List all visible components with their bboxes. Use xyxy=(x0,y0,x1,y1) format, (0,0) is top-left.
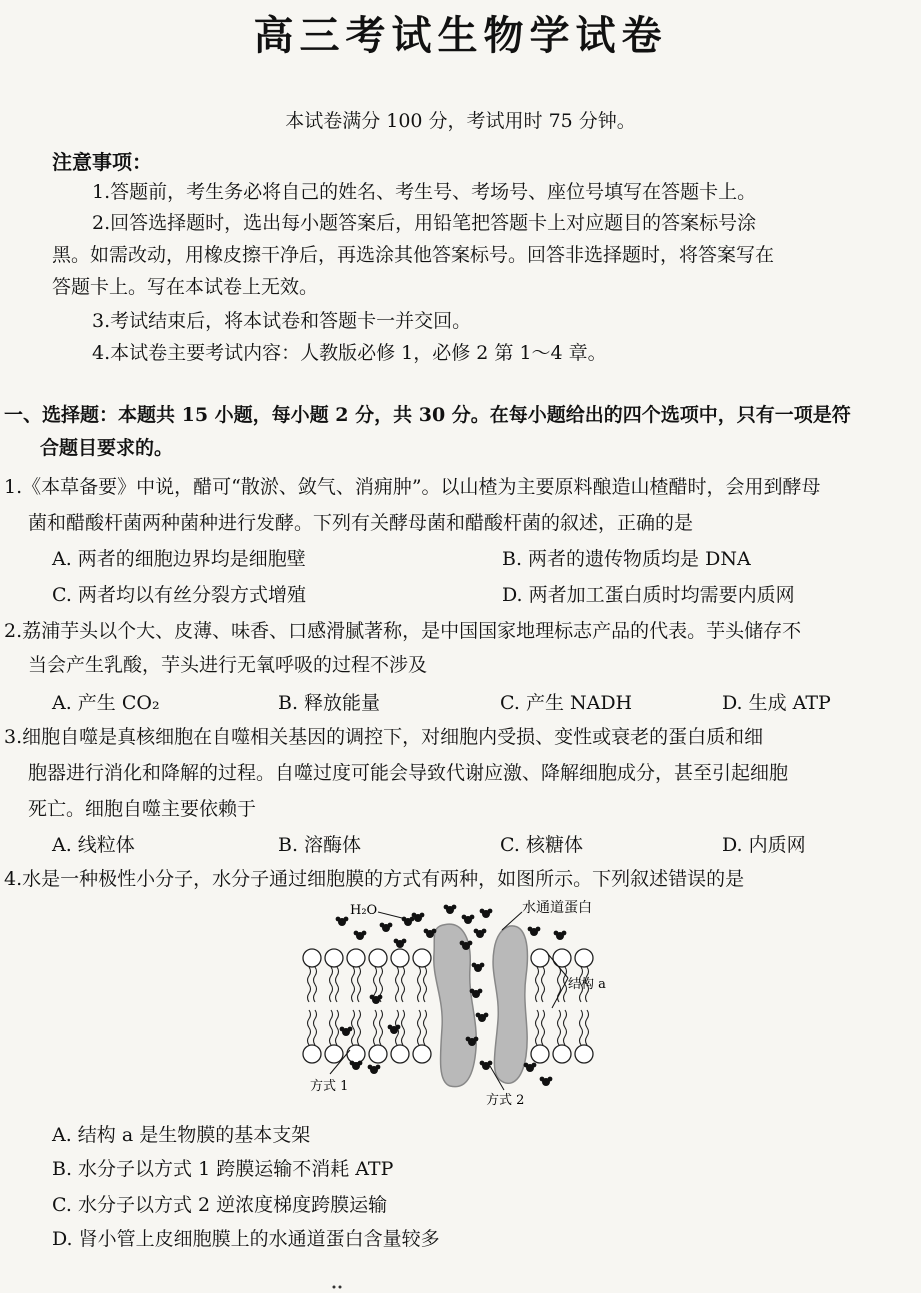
q4-option-b: B. 水分子以方式 1 跨膜运输不消耗 ATP xyxy=(52,1158,394,1180)
phospholipid-head xyxy=(325,1045,343,1063)
phospholipid-head xyxy=(369,949,387,967)
q3-option-b: B. 溶酶体 xyxy=(278,834,362,856)
phospholipid-head xyxy=(391,949,409,967)
water-molecule xyxy=(368,1065,381,1074)
section-heading-line2: 合题目要求的。 xyxy=(40,437,174,459)
section-heading-line1: 一、选择题：本题共 15 小题，每小题 2 分，共 30 分。在每小题给出的四个选项中，只有一项是符 xyxy=(4,404,851,426)
h2o-pointer xyxy=(378,912,410,920)
q2-option-c: C. 产生 NADH xyxy=(500,692,633,714)
phospholipid-head xyxy=(303,949,321,967)
channel-protein-label: 水通道蛋白 xyxy=(522,900,592,916)
phospholipid-head xyxy=(553,949,571,967)
q3-option-c: C. 核糖体 xyxy=(500,834,583,856)
q3-stem-line3: 死亡。细胞自噬主要依赖于 xyxy=(28,798,257,820)
phospholipid-head xyxy=(325,949,343,967)
q2-option-d: D. 生成 ATP xyxy=(722,692,831,714)
phospholipid-head xyxy=(553,1045,571,1063)
page-title: 高三考试生物学试卷 xyxy=(253,13,668,59)
note-3: 3.考试结束后，将本试卷和答题卡一并交回。 xyxy=(92,310,472,332)
q2-option-b: B. 释放能量 xyxy=(278,692,381,714)
water-molecule xyxy=(524,1063,537,1072)
water-molecule xyxy=(472,963,485,972)
q1-option-c: C. 两者均以有丝分裂方式增殖 xyxy=(52,584,306,606)
water-molecule xyxy=(480,1061,493,1070)
phospholipid-head xyxy=(413,1045,431,1063)
note-2-line1: 2.回答选择题时，选出每小题答案后，用铅笔把答题卡上对应题目的答案标号涂 xyxy=(92,212,757,234)
phospholipid-head xyxy=(369,1045,387,1063)
water-molecule xyxy=(354,931,367,940)
water-molecule xyxy=(554,931,567,940)
water-molecule xyxy=(474,929,487,938)
q1-stem-line1: 1.《本草备要》中说，醋可“散淤、敛气、消痈肿”。以山楂为主要原料酿造山楂醋时，会用到酵母 xyxy=(4,476,821,498)
h2o-label: H₂O xyxy=(350,903,378,918)
water-molecule xyxy=(462,915,475,924)
phospholipid-head xyxy=(531,1045,549,1063)
mode2-label: 方式 2 xyxy=(486,1093,525,1108)
note-4: 4.本试卷主要考试内容：人教版必修 1，必修 2 第 1～4 章。 xyxy=(92,342,607,364)
exam-subtitle: 本试卷满分 100 分，考试用时 75 分钟。 xyxy=(285,110,636,132)
q3-option-a: A. 线粒体 xyxy=(52,834,135,856)
phospholipid-head xyxy=(413,949,431,967)
notes-heading: 注意事项： xyxy=(52,150,152,174)
structure-a-label: 结构 a xyxy=(568,977,606,992)
q2-option-a: A. 产生 CO₂ xyxy=(52,692,160,714)
water-molecule xyxy=(370,995,383,1004)
note-1: 1.答题前，考生务必将自己的姓名、考生号、考场号、座位号填写在答题卡上。 xyxy=(92,181,757,203)
q3-stem-line2: 胞器进行消化和降解的过程。自噬过度可能会导致代谢应激、降解细胞成分，甚至引起细胞 xyxy=(28,762,789,784)
water-molecule xyxy=(480,909,493,918)
q1-option-a: A. 两者的细胞边界均是细胞壁 xyxy=(52,548,306,570)
water-molecule xyxy=(540,1077,553,1086)
water-molecule xyxy=(444,905,457,914)
note-2-line3: 答题卡上。写在本试卷上无效。 xyxy=(52,276,319,298)
note-2-line2: 黑。如需改动，用橡皮擦干净后，再选涂其他答案标号。回答非选择题时，将答案写在 xyxy=(52,244,775,266)
phospholipid-head xyxy=(575,1045,593,1063)
q3-option-d: D. 内质网 xyxy=(722,834,806,856)
water-molecule xyxy=(380,923,393,932)
q4-option-c: C. 水分子以方式 2 逆浓度梯度跨膜运输 xyxy=(52,1194,388,1216)
q1-stem-line2: 菌和醋酸杆菌两种菌种进行发酵。下列有关酵母菌和醋酸杆菌的叙述，正确的是 xyxy=(28,512,694,534)
q1-option-b: B. 两者的遗传物质均是 DNA xyxy=(502,548,751,570)
phospholipid-head xyxy=(303,1045,321,1063)
phospholipid-head xyxy=(531,949,549,967)
water-molecule xyxy=(528,927,541,936)
aquaporin-right-half xyxy=(493,926,527,1083)
q4-option-a: A. 结构 a 是生物膜的基本支架 xyxy=(52,1124,311,1146)
q1-option-d: D. 两者加工蛋白质时均需要内质网 xyxy=(502,584,795,606)
q4-stem-line1: 4.水是一种极性小分子，水分子通过细胞膜的方式有两种，如图所示。下列叙述错误的是 xyxy=(4,868,745,890)
q2-stem-line1: 2.荔浦芋头以个大、皮薄、味香、口感滑腻著称，是中国国家地理标志产品的代表。芋头储存不 xyxy=(4,620,802,642)
q3-stem-line1: 3.细胞自噬是真核细胞在自噬相关基因的调控下，对细胞内受损、变性或衰老的蛋白质和细 xyxy=(4,726,764,748)
water-molecule xyxy=(394,939,407,948)
water-molecule xyxy=(350,1061,363,1070)
water-molecule xyxy=(336,917,349,926)
q4-option-d: D. 肾小管上皮细胞膜上的水通道蛋白含量较多 xyxy=(52,1228,440,1250)
phospholipid-head xyxy=(575,949,593,967)
aquaporin-left-half xyxy=(434,924,476,1086)
phospholipid-head xyxy=(347,949,365,967)
mode1-label: 方式 1 xyxy=(310,1079,349,1094)
water-molecule xyxy=(340,1027,353,1036)
water-molecule xyxy=(476,1013,489,1022)
q2-stem-line2: 当会产生乳酸，芋头进行无氧呼吸的过程不涉及 xyxy=(28,654,428,676)
membrane-diagram xyxy=(290,898,610,1110)
phospholipid-head xyxy=(347,1045,365,1063)
phospholipid-head xyxy=(391,1045,409,1063)
page-footer-mark xyxy=(330,1274,350,1278)
